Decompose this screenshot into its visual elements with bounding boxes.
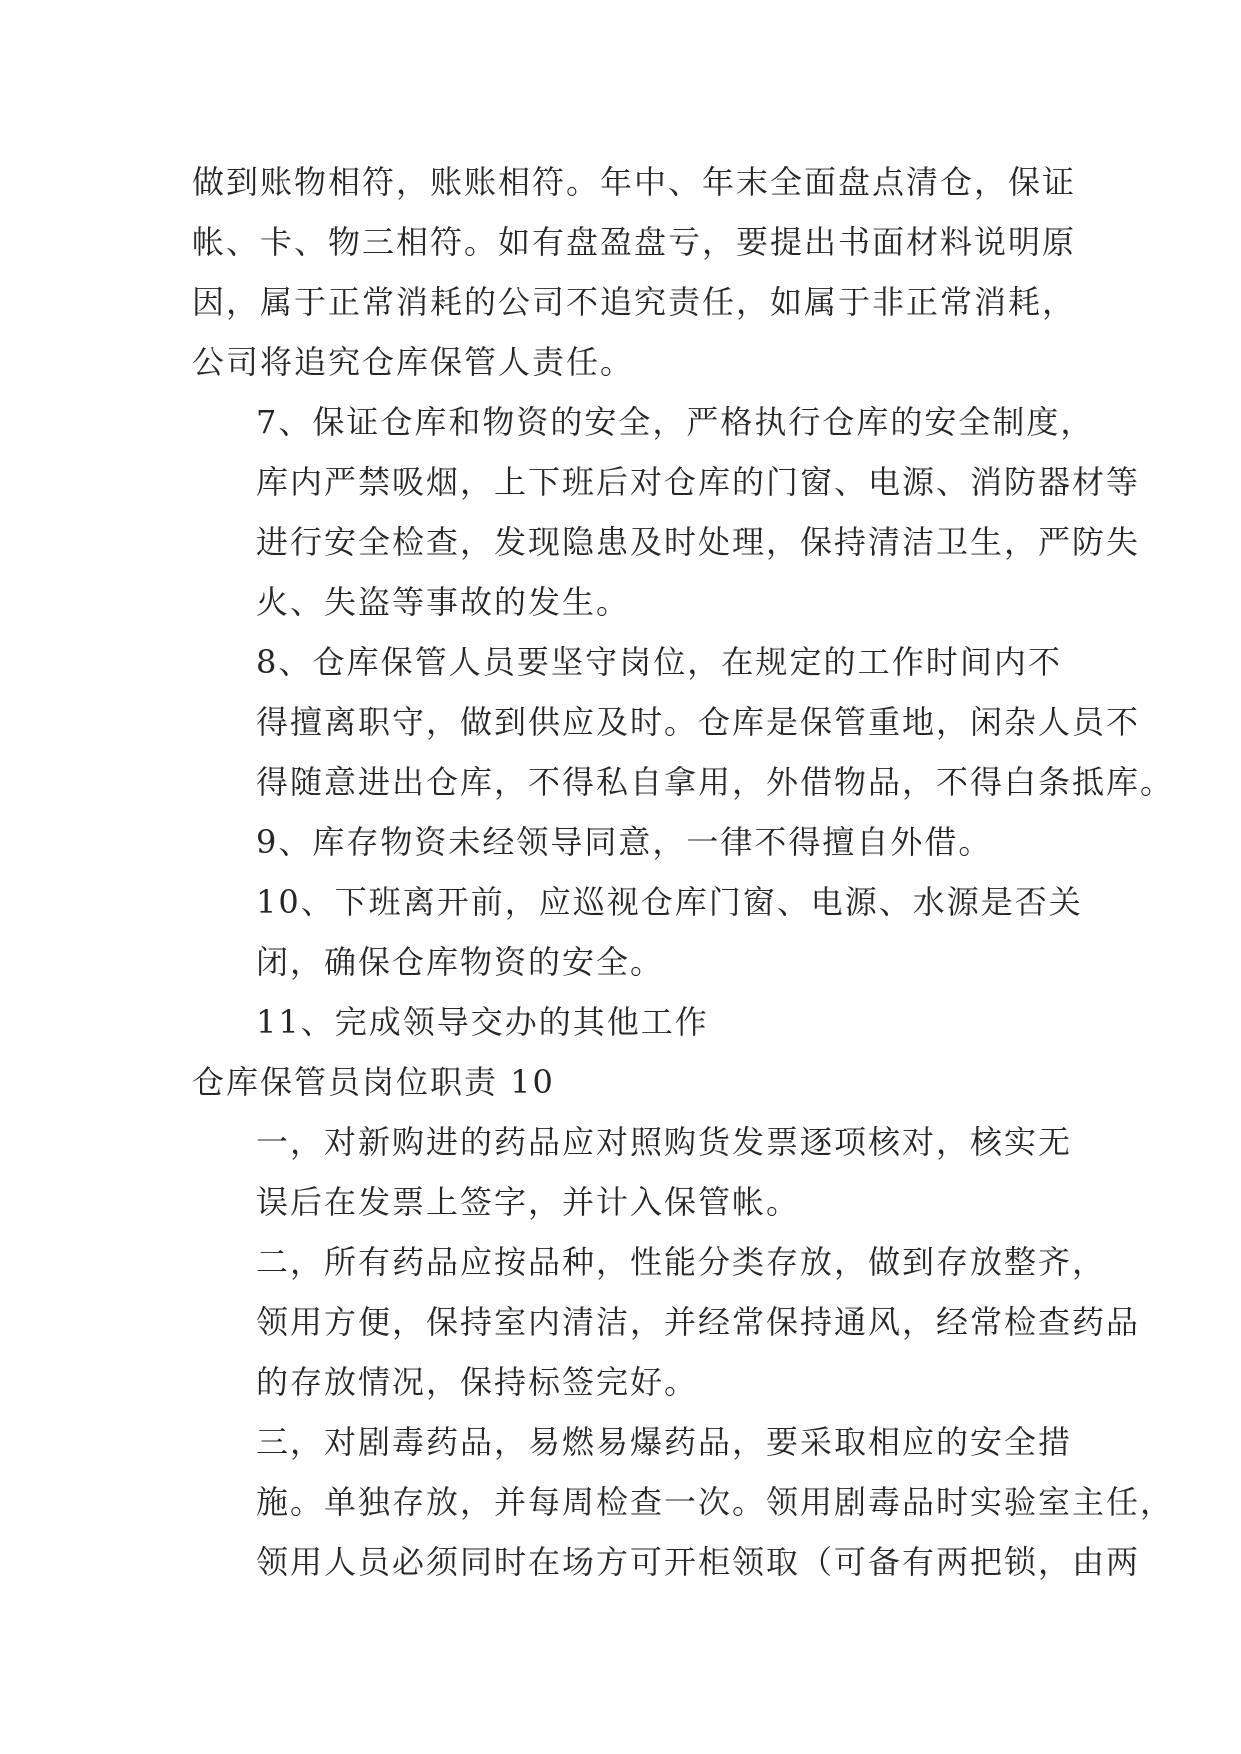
paragraph [192, 392, 1141, 632]
document-body [192, 152, 1175, 1592]
paragraph-line: 得随意进出仓库，不得私自拿用，外借物品，不得白条抵库。 [256, 763, 1175, 801]
paragraph-line: 7、保证仓库和物资的安全，严格执行仓库的安全制度， [256, 403, 1095, 441]
paragraph-line: 的存放情况，保持标签完好。 [256, 1363, 699, 1401]
paragraph-line: 做到账物相符，账账相符。年中、年末全面盘点清仓，保证 [192, 163, 1077, 201]
paragraph-line: 领用人员必须同时在场方可开柜领取（可备有两把锁，由两 [256, 1543, 1141, 1581]
paragraph-line: 公司将追究仓库保管人责任。 [192, 343, 635, 381]
section-heading: 仓库保管员岗位职责 10 [192, 1063, 555, 1101]
paragraph-line: 进行安全检查，发现隐患及时处理，保持清洁卫生，严防失 [256, 523, 1141, 561]
paragraph-line: 三，对剧毒药品，易燃易爆药品，要采取相应的安全措 [256, 1423, 1073, 1461]
paragraph [192, 812, 1062, 872]
paragraph [192, 1112, 1073, 1232]
paragraph-line: 帐、卡、物三相符。如有盘盈盘亏，要提出书面材料说明原 [192, 223, 1077, 261]
paragraph-line: 闭，确保仓库物资的安全。 [256, 943, 665, 981]
paragraph-line: 一，对新购进的药品应对照购货发票逐项核对，核实无 [256, 1123, 1073, 1161]
paragraph [192, 152, 1077, 392]
paragraph-line: 8、仓库保管人员要坚守岗位，在规定的工作时间内不 [256, 643, 1062, 681]
paragraph-line: 得擅离职守，做到供应及时。仓库是保管重地，闲杂人员不 [256, 703, 1141, 741]
paragraph [192, 632, 1175, 812]
paragraph-line: 施。单独存放，并每周检查一次。领用剧毒品时实验室主任， [256, 1483, 1175, 1521]
paragraph-line: 火、失盗等事故的发生。 [256, 583, 631, 621]
paragraph [192, 872, 1083, 992]
paragraph-line: 库内严禁吸烟，上下班后对仓库的门窗、电源、消防器材等 [256, 463, 1141, 501]
paragraph-line: 10、下班离开前，应巡视仓库门窗、电源、水源是否关 [256, 883, 1083, 921]
paragraph-line: 领用方便，保持室内清洁，并经常保持通风，经常检查药品 [256, 1303, 1141, 1341]
paragraph-line: 误后在发票上签字，并计入保管帐。 [256, 1183, 801, 1221]
paragraph-line: 因，属于正常消耗的公司不追究责任，如属于非正常消耗， [192, 283, 1077, 321]
paragraph [192, 1232, 1141, 1412]
paragraph [192, 1412, 1175, 1592]
paragraph-line: 二，所有药品应按品种，性能分类存放，做到存放整齐， [256, 1243, 1107, 1281]
paragraph [192, 992, 1062, 1052]
paragraph-line: 9、库存物资未经领导同意，一律不得擅自外借。 [256, 823, 993, 861]
paragraph-line: 11、完成领导交办的其他工作 [256, 1003, 709, 1041]
